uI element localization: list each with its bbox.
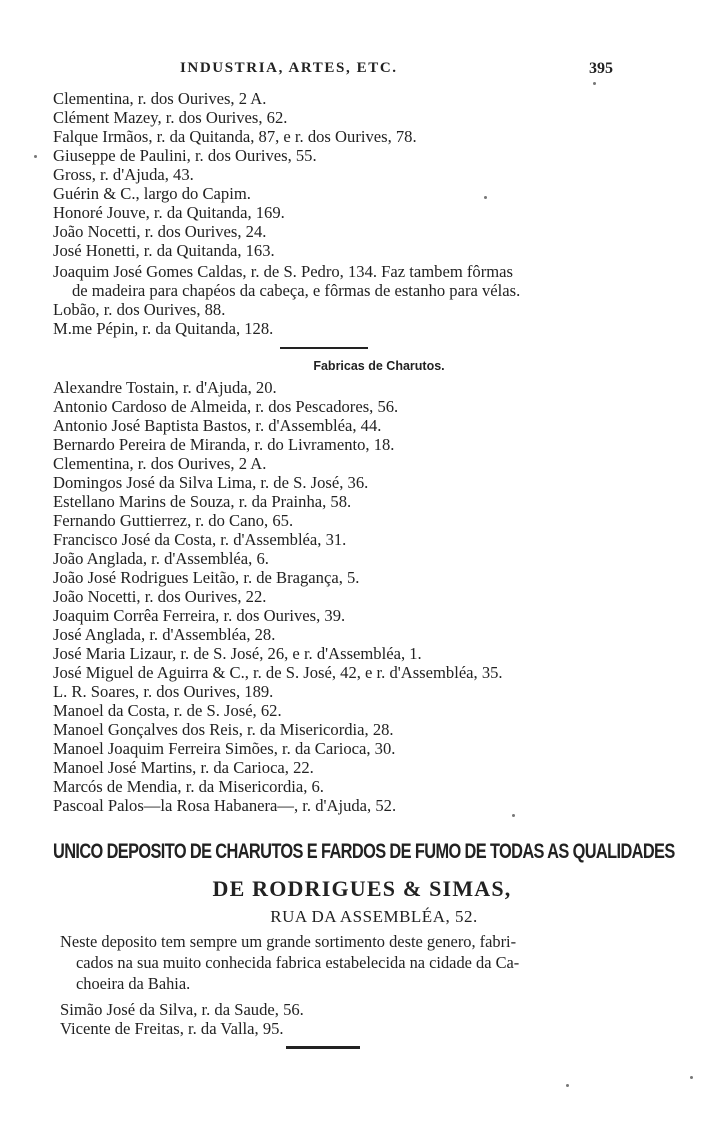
list-item: João Anglada, r. d'Assembléa, 6. [53,549,269,568]
print-speck [512,814,515,817]
print-speck [593,82,596,85]
end-divider [286,1046,360,1049]
list-item: Manoel Gonçalves dos Reis, r. da Misericordia, 28. [53,720,394,739]
advert-firm-name: DE RODRIGUES & SIMAS, [212,876,512,901]
list-item: Vicente de Freitas, r. da Valla, 95. [60,1019,284,1038]
list-item: João Nocetti, r. dos Ourives, 22. [53,587,267,606]
list-item: Guérin & C., largo do Capim. [53,184,251,203]
list-item: Clementina, r. dos Ourives, 2 A. [53,454,267,473]
list-item: Gross, r. d'Ajuda, 43. [53,165,194,184]
list-item: L. R. Soares, r. dos Ourives, 189. [53,682,274,701]
list-item: Domingos José da Silva Lima, r. de S. José, 36. [53,473,369,492]
list-item: Joaquim José Gomes Caldas, r. de S. Pedro, 134. Faz tambem fôrmas [53,262,513,281]
list-item: Giuseppe de Paulini, r. dos Ourives, 55. [53,146,317,165]
advert-address: RUA DA ASSEMBLÉA, 52. [270,907,478,926]
list-item: José Maria Lizaur, r. de S. José, 26, e r. d'Assembléa, 1. [53,644,422,663]
list-item: Pascoal Palos—la Rosa Habanera—, r. d'Ajuda, 52. [53,796,397,815]
section-heading: Fabricas de Charutos. [313,359,445,373]
advert-body-line: Neste deposito tem sempre um grande sortimento deste genero, fabri- [60,932,517,951]
list-item: Clément Mazey, r. dos Ourives, 62. [53,108,288,127]
page-number: 395 [589,60,613,77]
list-item: Manoel Joaquim Ferreira Simões, r. da Carioca, 30. [53,739,396,758]
list-item: Francisco José da Costa, r. d'Assembléa, 31. [53,530,347,549]
print-speck [484,196,487,199]
list-item: Antonio Cardoso de Almeida, r. dos Pescadores, 56. [53,397,399,416]
print-speck [566,1084,569,1087]
list-item: Simão José da Silva, r. da Saude, 56. [60,1000,304,1019]
list-item: José Honetti, r. da Quitanda, 163. [53,241,275,260]
list-item: Honoré Jouve, r. da Quitanda, 169. [53,203,285,222]
list-item: Bernardo Pereira de Miranda, r. do Livramento, 18. [53,435,395,454]
list-item: José Miguel de Aguirra & C., r. de S. José, 42, e r. d'Assembléa, 35. [53,663,503,682]
print-speck [690,1076,693,1079]
list-item: João Nocetti, r. dos Ourives, 24. [53,222,267,241]
list-item: Marcós de Mendia, r. da Misericordia, 6. [53,777,324,796]
advert-body-line: choeira da Bahia. [76,974,191,993]
list-item: Clementina, r. dos Ourives, 2 A. [53,89,267,108]
advert-body-line: cados na sua muito conhecida fabrica estabelecida na cidade da Ca- [76,953,520,972]
advert-headline: UNICO DEPOSITO DE CHARUTOS E FARDOS DE FUMO DE TODAS AS QUALIDADES [53,840,675,863]
divider [280,347,368,349]
running-title: INDUSTRIA, ARTES, ETC. [180,60,398,76]
list-item: Lobão, r. dos Ourives, 88. [53,300,226,319]
list-item: Estellano Marins de Souza, r. da Prainha, 58. [53,492,352,511]
list-item: José Anglada, r. d'Assembléa, 28. [53,625,276,644]
list-item: João José Rodrigues Leitão, r. de Bragança, 5. [53,568,360,587]
list-item: Manoel da Costa, r. de S. José, 62. [53,701,282,720]
list-item: Manoel José Martins, r. da Carioca, 22. [53,758,314,777]
print-speck [34,155,37,158]
list-item: M.me Pépin, r. da Quitanda, 128. [53,319,274,338]
list-item: Falque Irmãos, r. da Quitanda, 87, e r. dos Ourives, 78. [53,127,417,146]
list-item: Fernando Guttierrez, r. do Cano, 65. [53,511,294,530]
page-header [0,54,704,80]
advert-body [60,931,630,994]
list-item: Antonio José Baptista Bastos, r. d'Assembléa, 44. [53,416,382,435]
list-item: Alexandre Tostain, r. d'Ajuda, 20. [53,378,277,397]
list-item-continuation: de madeira para chapéos da cabeça, e fôrmas de estanho para vélas. [72,281,521,300]
list-item: Joaquim Corrêa Ferreira, r. dos Ourives, 39. [53,606,346,625]
